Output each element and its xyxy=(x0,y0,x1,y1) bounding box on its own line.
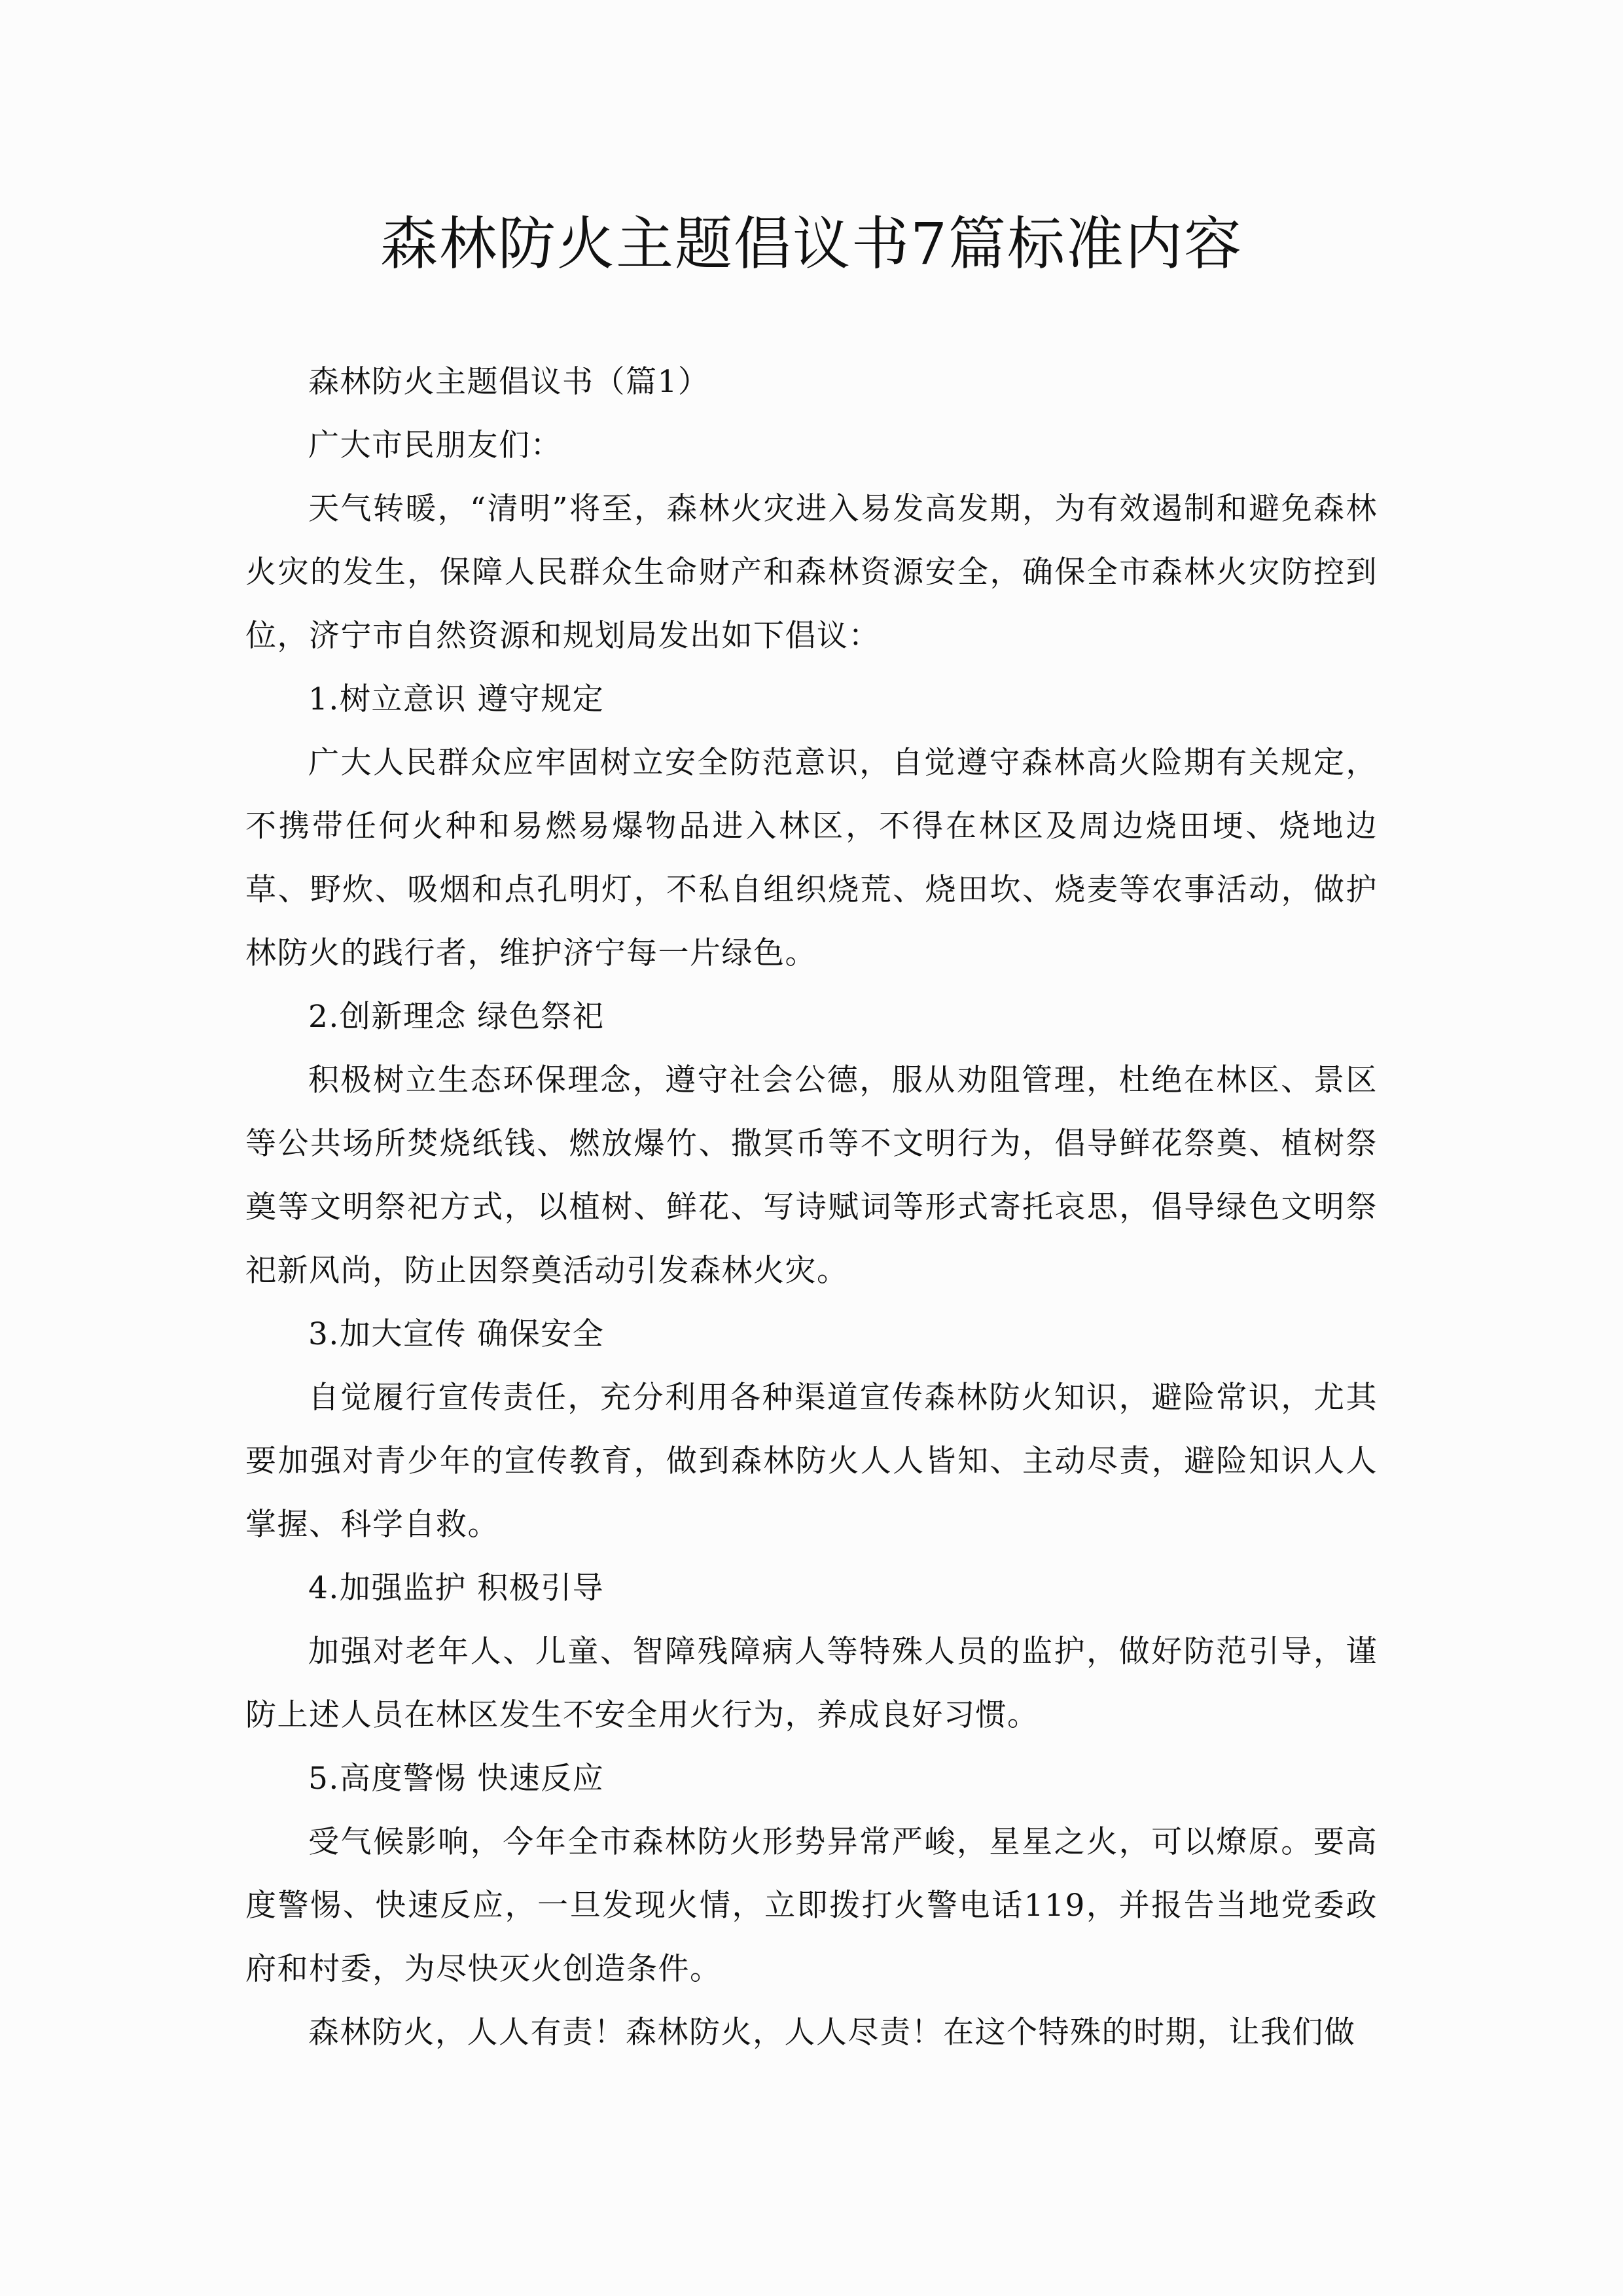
document-title: 森林防火主题倡议书7篇标准内容 xyxy=(380,210,1243,278)
intro-paragraph: 天气转暖，“清明”将至，森林火灾进入易发高发期，为有效遏制和避免森林火灾的发生，保障人民群众生命财产和森林资源安全，确保全市森林火灾防控到位，济宁市自然资源和规划局发出如下倡议： xyxy=(245,491,1378,654)
item-heading-5: 5.高度警惕 快速反应 xyxy=(308,1761,605,1797)
closing-paragraph: 森林防火，人人有责！森林防火，人人尽责！在这个特殊的时期，让我们做 xyxy=(308,2015,1356,2051)
section-heading: 森林防火主题倡议书（篇1） xyxy=(308,364,710,400)
item-heading-1: 1.树立意识 遵守规定 xyxy=(308,681,605,717)
item-paragraph-3: 自觉履行宣传责任，充分利用各种渠道宣传森林防火知识，避险常识，尤其要加强对青少年的宣传教育，做到森林防火人人皆知、主动尽责，避险知识人人掌握、科学自救。 xyxy=(245,1380,1378,1543)
item-heading-3: 3.加大宣传 确保安全 xyxy=(308,1316,605,1352)
item-paragraph-2: 积极树立生态环保理念，遵守社会公德，服从劝阻管理，杜绝在林区、景区等公共场所焚烧纸钱、燃放爆竹、撒冥币等不文明行为，倡导鲜花祭奠、植树祭奠等文明祭祀方式，以植树、鲜花、写诗赋词等形式寄托哀思，倡导绿色文明祭祀新风尚，防止因祭奠活动引发森林火灾。 xyxy=(245,1062,1378,1289)
item-paragraph-5: 受气候影响，今年全市森林防火形势异常严峻，星星之火，可以燎原。要高度警惕、快速反应，一旦发现火情，立即拨打火警电话119，并报告当地党委政府和村委，为尽快灭火创造条件。 xyxy=(245,1824,1378,1987)
item-paragraph-1: 广大人民群众应牢固树立安全防范意识，自觉遵守森林高火险期有关规定，不携带任何火种和易燃易爆物品进入林区，不得在林区及周边烧田埂、烧地边草、野炊、吸烟和点孔明灯，不私自组织烧荒、烧田坎、烧麦等农事活动，做护林防火的践行者，维护济宁每一片绿色。 xyxy=(245,745,1378,971)
item-heading-4: 4.加强监护 积极引导 xyxy=(308,1570,605,1606)
item-heading-2: 2.创新理念 绿色祭祀 xyxy=(308,999,605,1035)
item-paragraph-4: 加强对老年人、儿童、智障残障病人等特殊人员的监护，做好防范引导，谨防上述人员在林区发生不安全用火行为，养成良好习惯。 xyxy=(245,1634,1378,1733)
document-body xyxy=(245,350,1378,2064)
salutation: 广大市民朋友们： xyxy=(308,427,562,463)
